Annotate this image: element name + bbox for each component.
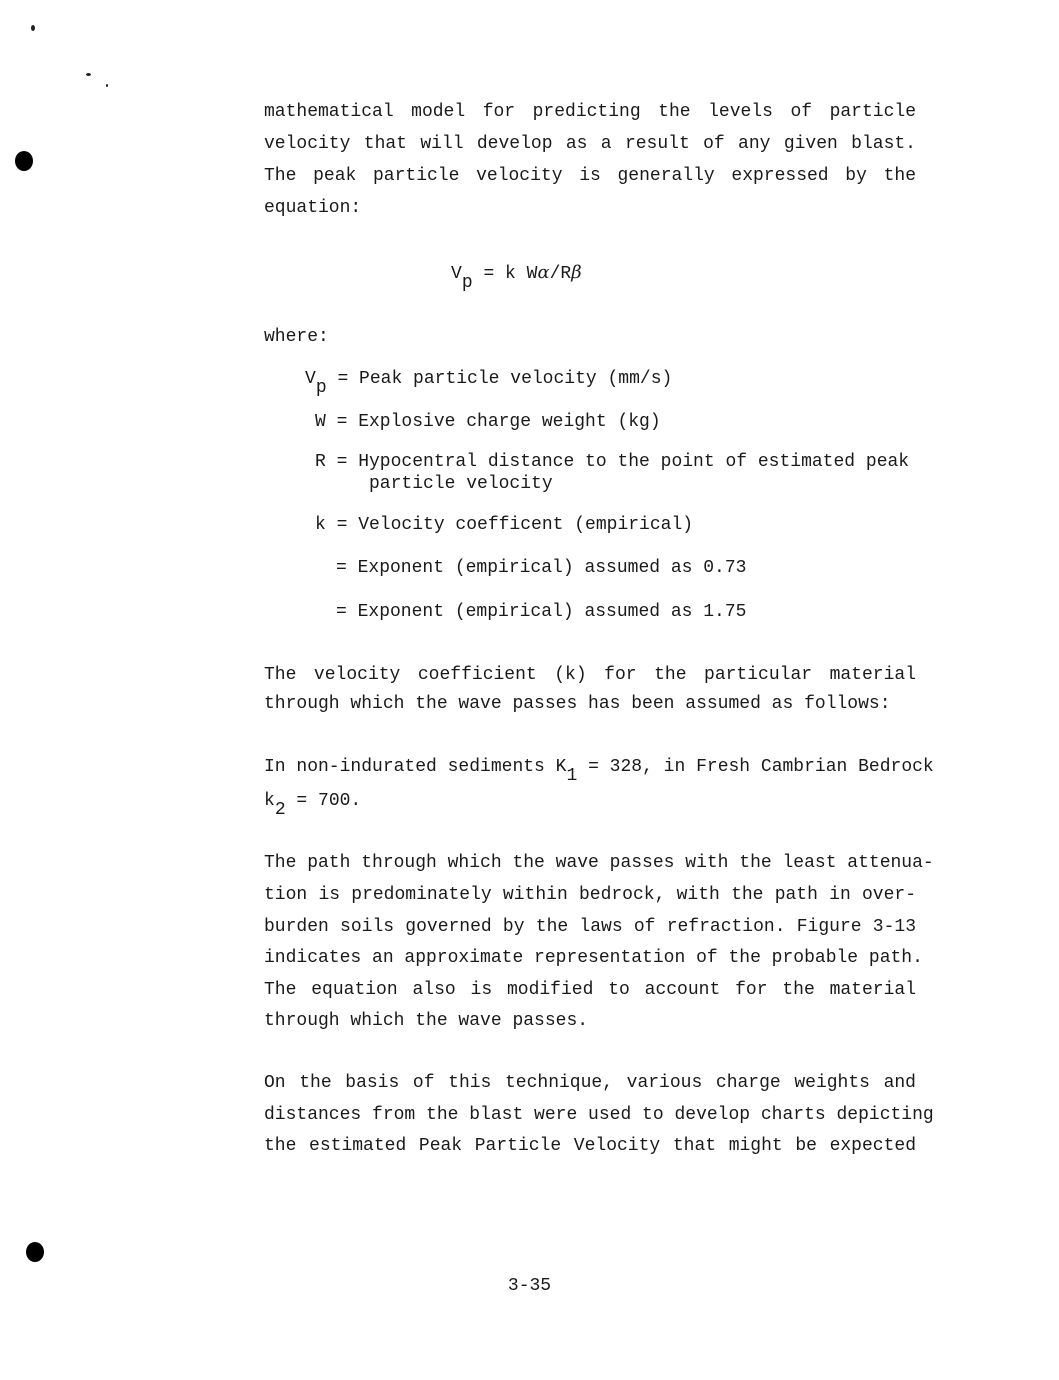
paragraph-1-line-1: mathematical model for predicting the levels of particle: [264, 102, 916, 122]
k2-symbol: k: [264, 791, 275, 811]
vp-text: = Peak particle velocity (mm/s): [337, 369, 673, 389]
where-label: where:: [264, 327, 329, 347]
equation-alpha: α: [537, 262, 550, 283]
paragraph-2-line-1: The velocity coefficient (k) for the particular material: [264, 665, 916, 685]
definition-k: k = Velocity coefficent (empirical): [315, 515, 694, 535]
definition-r-line-1: R = Hypocentral distance to the point of estimated peak: [315, 452, 910, 472]
definition-r-line-2: particle velocity: [369, 474, 553, 494]
sediments-text-a: In non-indurated sediments K: [264, 757, 567, 777]
equation-lhs-sub: p: [461, 273, 473, 293]
equation: [451, 262, 582, 293]
paragraph-4-line-2: distances from the blast were used to develop charts depicting: [264, 1105, 934, 1125]
paragraph-3-line-3: burden soils governed by the laws of refraction. Figure 3-13: [264, 917, 916, 937]
paragraph-1-line-4: equation:: [264, 198, 362, 218]
sediments-text-b: = 328, in Fresh Cambrian Bedrock: [577, 757, 934, 777]
equation-rhs-2: /R: [549, 264, 572, 284]
paragraph-3-line-4: indicates an approximate representation of the probable path.: [264, 948, 923, 968]
punch-hole-bottom: [26, 1242, 44, 1262]
paragraph-3-line-5: The equation also is modified to account for the material: [264, 980, 916, 1000]
paragraph-3-line-6: through which the wave passes.: [264, 1011, 589, 1031]
k1-sub: 1: [566, 766, 578, 786]
scan-speck: [106, 84, 108, 87]
equation-lhs: V: [451, 264, 462, 284]
paragraph-3-line-1: The path through which the wave passes with the least attenua-: [264, 853, 934, 873]
scan-speck: [31, 25, 35, 31]
page-number: 3-35: [507, 1276, 552, 1296]
paragraph-4-line-3: the estimated Peak Particle Velocity that might be expected: [264, 1136, 916, 1156]
definition-vp: [305, 368, 673, 398]
vp-symbol: V: [305, 369, 316, 389]
punch-hole-top: [15, 151, 33, 171]
sediments-line-1: [264, 756, 934, 786]
definition-w: W = Explosive charge weight (kg): [315, 412, 661, 432]
definition-alpha: = Exponent (empirical) assumed as 0.73: [336, 558, 747, 578]
paragraph-3-line-2: tion is predominately within bedrock, with the path in over-: [264, 885, 916, 905]
paragraph-1-line-3: The peak particle velocity is generally expressed by the: [264, 166, 916, 186]
k2-sub: 2: [274, 800, 286, 820]
definition-beta: = Exponent (empirical) assumed as 1.75: [336, 602, 747, 622]
equation-beta: β: [571, 262, 582, 283]
paragraph-1-line-2: velocity that will develop as a result of any given blast.: [264, 134, 916, 154]
paragraph-2-line-2: through which the wave passes has been assumed as follows:: [264, 694, 891, 714]
paragraph-4-line-1: On the basis of this technique, various charge weights and: [264, 1073, 916, 1093]
sediments-text-c: = 700.: [285, 791, 362, 811]
sediments-line-2: [264, 790, 362, 820]
vp-sub: p: [315, 378, 327, 398]
scan-speck: [86, 73, 91, 76]
equation-rhs-1: = k W: [483, 264, 538, 284]
